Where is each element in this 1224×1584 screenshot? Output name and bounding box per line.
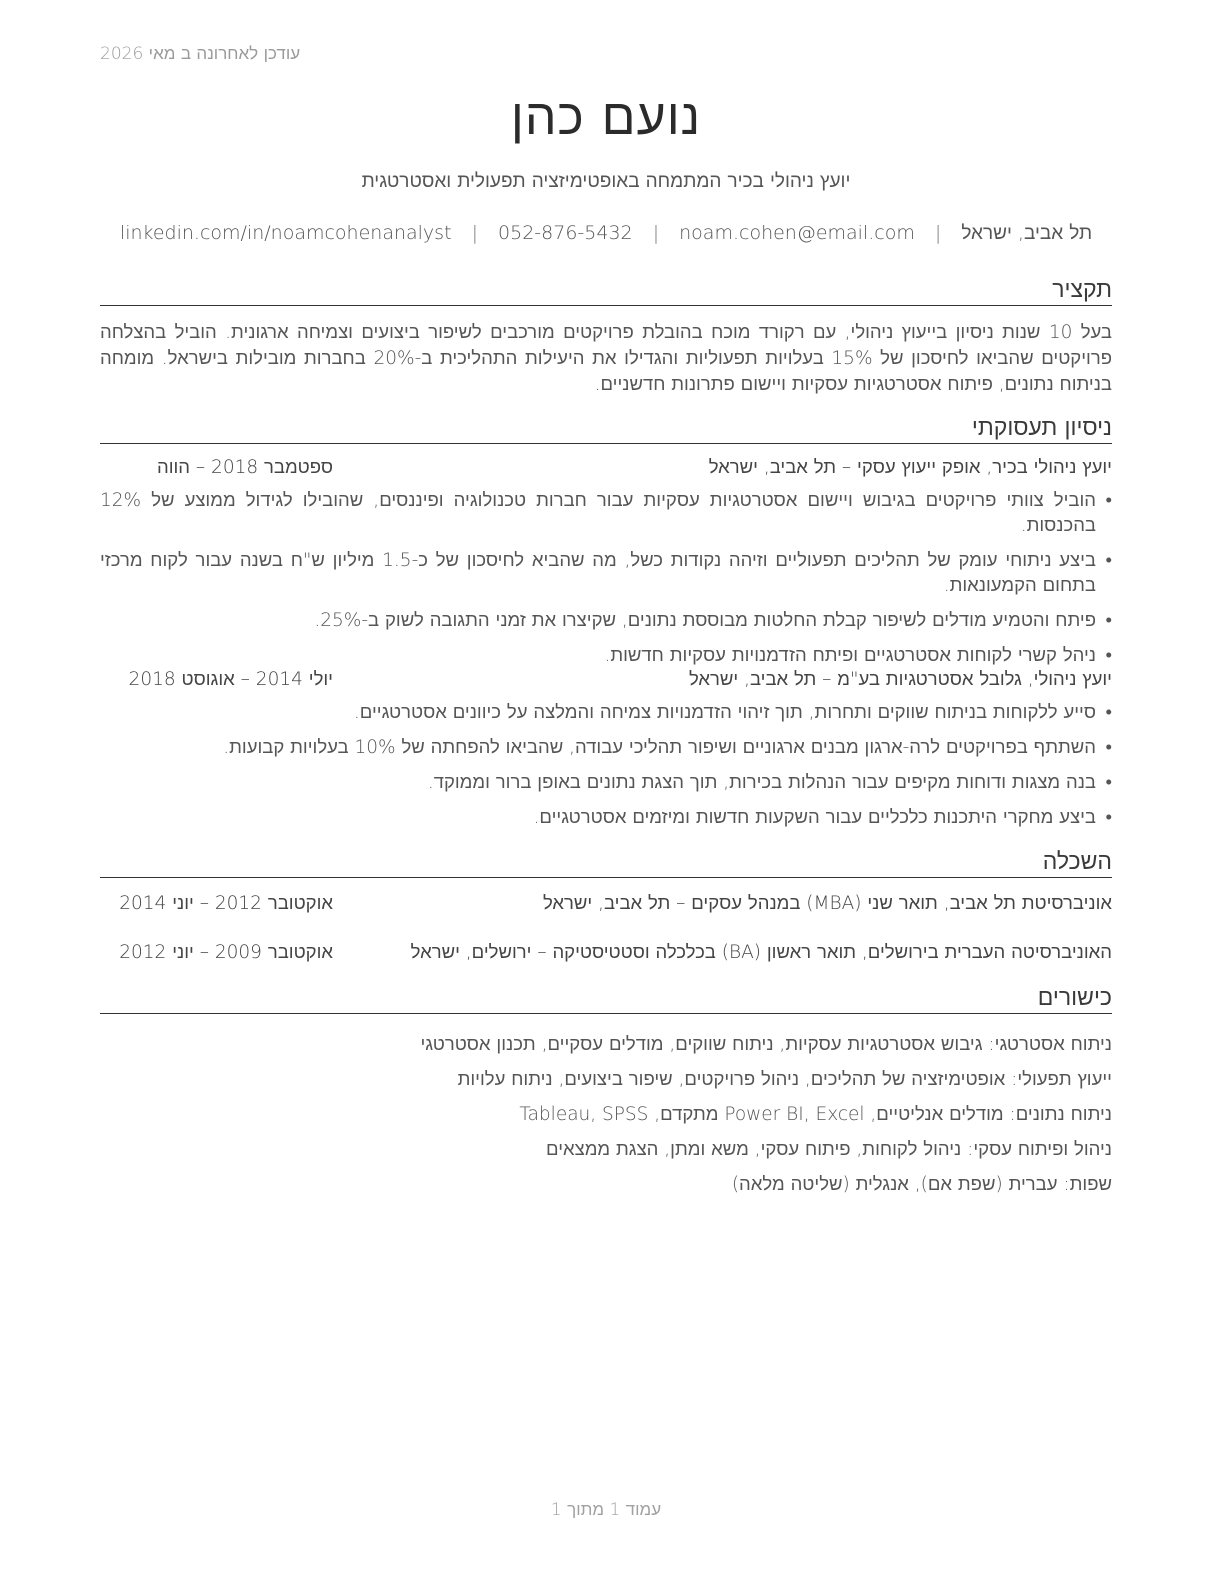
bullet-icon: • [1105, 702, 1112, 723]
job-bullet [100, 488, 1112, 538]
job-bullet-text: הוביל צוותי פרויקטים בגיבוש ויישום אסטרטגיות עסקיות עבור חברות טכנולוגיה ופיננסים, שהובילו לגידול ממוצע של 12% בהכנסות. [100, 490, 1096, 536]
skills-list [100, 1027, 1112, 1202]
contact-phone[interactable]: 052-876-5432 [498, 222, 633, 244]
bullet-icon: • [1105, 807, 1112, 828]
job-bullet [100, 548, 1112, 598]
job-bullet-text: סייע ללקוחות בניתוח שווקים ותחרות, תוך זיהוי הזדמנויות צמיחה והמלצה על כיוונים אסטרטגיים. [353, 702, 1096, 723]
bullet-icon: • [1105, 550, 1112, 571]
contact-location: תל אביב, ישראל [961, 222, 1093, 244]
education-item [100, 892, 1112, 918]
job-bullet-text: ביצע מחקרי היתכנות כלכליים עבור השקעות חדשות ומיזמים אסטרטגיים. [533, 807, 1096, 828]
job-bullet-text: בנה מצגות ודוחות מקיפים עבור הנהלות בכירות, תוך הצגת נתונים באופן ברור וממוקד. [427, 772, 1096, 793]
job-bullet [100, 643, 1112, 668]
bullet-icon: • [1105, 772, 1112, 793]
education-item [100, 941, 1112, 967]
tagline: יועץ ניהולי בכיר המתמחה באופטימיזציה תפעולית ואסטרטגית [361, 170, 851, 192]
job-bullet-text: השתתף בפרויקטים לרה-ארגון מבנים ארגוניים ושיפור תהליכי עבודה, שהביאו להפחתה של 10% בעלויות קבועות. [223, 737, 1096, 758]
section-title-education: השכלה [100, 848, 1112, 878]
job-role: יועץ ניהולי, גלובל אסטרטגיות בע"מ – תל אביב, ישראל [688, 669, 1112, 690]
section-title-skills: כישורים [100, 984, 1112, 1014]
summary-text: בעל 10 שנות ניסיון בייעוץ ניהולי, עם רקורד מוכח בהובלת פרויקטים מורכבים לשיפור ביצועים וצמיחה ארגונית. הוביל בהצלחה פרויקטים שהביאו לחיסכון של 15% בעלויות תפעוליות והגדילו את היעילות התהליכית ב-20% בחברות מובילות בישראל. מומחה בניתוח נתונים, פיתוח אסטרטגיות עסקיות ויישום פתרונות חדשניים. [100, 322, 1112, 395]
skill-item: שפות: עברית (שפת אם), אנגלית (שליטה מלאה) [731, 1174, 1112, 1195]
job-bullet [100, 700, 1112, 725]
job-bullet [100, 735, 1112, 760]
bullet-icon: • [1105, 737, 1112, 758]
contact-linkedin[interactable]: linkedin.com/in/noamcohenanalyst [119, 222, 452, 244]
contact-separator: | [652, 222, 660, 244]
bullet-icon: • [1105, 610, 1112, 631]
job-bullet [100, 805, 1112, 830]
candidate-name: נועם כהן [510, 88, 702, 146]
education-school: האוניברסיטה העברית בירושלים, תואר ראשון (BA) בכלכלה וסטטיסטיקה – ירושלים, ישראל [410, 942, 1112, 963]
job-bullet-text: ביצע ניתוחי עומק של תהליכים תפעוליים וזיהה נקודות כשל, מה שהביא לחיסכון של כ-1.5 מיליון ש"ח בשנה עבור לקוח מרכזי בתחום הקמעונאות. [100, 550, 1096, 596]
contact-separator: | [471, 222, 478, 244]
bullet-icon: • [1105, 490, 1112, 511]
last-updated: עודכן לאחרונה ב מאי 2026 [100, 44, 301, 64]
skill-item: ניתוח אסטרטגי: גיבוש אסטרטגיות עסקיות, ניתוח שווקים, מודלים עסקיים, תכנון אסטרטגי [420, 1034, 1112, 1055]
job-bullet [100, 770, 1112, 795]
section-title-experience: ניסיון תעסוקתי [100, 414, 1112, 444]
resume-page [100, 0, 1112, 1584]
job-dates: יולי 2014 – אוגוסט 2018 [128, 669, 333, 690]
contact-line [100, 222, 1112, 245]
page-number: עמוד 1 מתוך 1 [550, 1500, 662, 1520]
section-title-summary: תקציר [100, 276, 1112, 306]
job-bullet [100, 608, 1112, 633]
job-role: יועץ ניהולי בכיר, אופק ייעוץ עסקי – תל אביב, ישראל [708, 457, 1112, 478]
bullet-icon: • [1105, 645, 1112, 666]
education-dates: אוקטובר 2009 – יוני 2012 [119, 942, 333, 963]
contact-email[interactable]: noam.cohen@email.com [679, 222, 915, 244]
job-header [100, 456, 1112, 482]
skill-item: ניתוח נתונים: מודלים אנליטיים, Power BI, Excel מתקדם, Tableau, SPSS [519, 1104, 1112, 1125]
education-school: אוניברסיטת תל אביב, תואר שני (MBA) במנהל עסקים – תל אביב, ישראל [542, 893, 1112, 914]
contact-separator: | [934, 222, 942, 244]
job-bullets [100, 488, 1112, 668]
job-bullets [100, 700, 1112, 830]
job-bullet-text: פיתח והטמיע מודלים לשיפור קבלת החלטות מבוססת נתונים, שקיצרו את זמני התגובה לשוק ב-25%. [314, 610, 1096, 631]
job-dates: ספטמבר 2018 – הווה [156, 457, 333, 478]
education-dates: אוקטובר 2012 – יוני 2014 [119, 893, 333, 914]
job-bullet-text: ניהל קשרי לקוחות אסטרטגיים ופיתח הזדמנויות עסקיות חדשות. [604, 645, 1096, 666]
skill-item: ייעוץ תפעולי: אופטימיזציה של תהליכים, ניהול פרויקטים, שיפור ביצועים, ניתוח עלויות [457, 1069, 1112, 1090]
job-header [100, 668, 1112, 694]
skill-item: ניהול ופיתוח עסקי: ניהול לקוחות, פיתוח עסקי, משא ומתן, הצגת ממצאים [546, 1139, 1112, 1160]
